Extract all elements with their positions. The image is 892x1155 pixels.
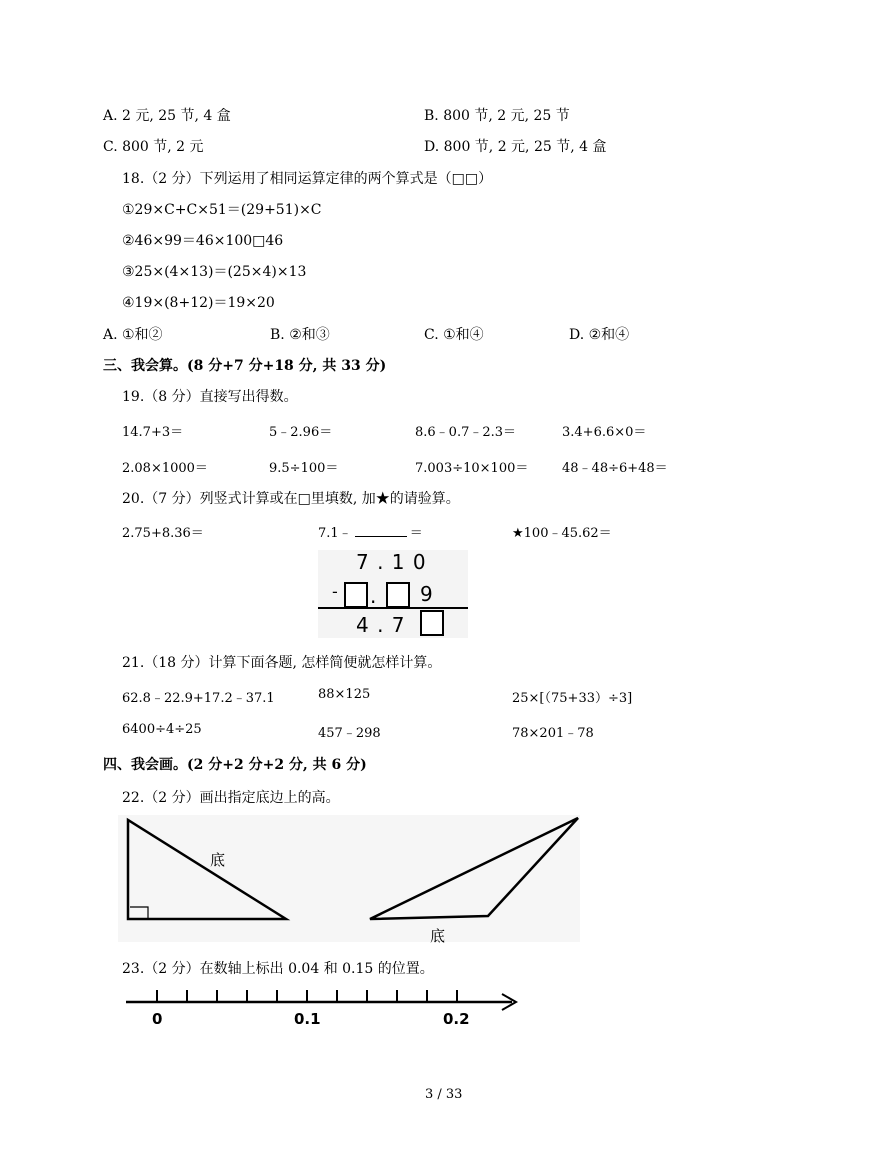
q19-item: 3.4+6.6×0＝ — [562, 425, 647, 440]
q21-item: 62.8﹣22.9+17.2﹣37.1 — [122, 691, 275, 706]
q20-item-2-equals: ＝ — [409, 526, 423, 541]
tick-label-0-2: 0.2 — [443, 1010, 470, 1028]
q20-item-2-expr: 7.1﹣ — [318, 526, 352, 541]
vertical-subtraction-figure — [318, 550, 468, 638]
q18-option-d: D. ②和④ — [569, 327, 630, 343]
digit-nine: 9 — [420, 582, 433, 606]
digit-box[interactable] — [386, 582, 410, 608]
q20-item-3: ★100﹣45.62＝ — [512, 526, 612, 541]
triangles-figure — [118, 815, 580, 945]
triangles-drawing — [118, 815, 580, 942]
q21-item: 78×201﹣78 — [512, 726, 594, 741]
minus-sign: - — [332, 582, 338, 601]
q19-item: 14.7+3＝ — [122, 425, 184, 440]
base-label-2: 底 — [430, 927, 446, 945]
q21-item: 6400÷4÷25 — [122, 722, 202, 737]
vertical-top-number: 7 . 1 0 — [356, 550, 427, 574]
tick-label-0-1: 0.1 — [294, 1010, 321, 1028]
subtraction-line — [318, 607, 468, 609]
q17-option-c: C. 800 节, 2 元 — [103, 139, 204, 155]
q22-stem: 22.（2 分）画出指定底边上的高。 — [122, 790, 340, 806]
page-number: 3 / 33 — [425, 1087, 463, 1102]
decimal-point: . — [370, 584, 377, 608]
vertical-result: 4 . 7 — [356, 613, 406, 637]
q21-item: 25×[（75+33）÷3] — [512, 691, 633, 706]
q21-item: 457﹣298 — [318, 726, 381, 741]
right-triangle — [128, 820, 286, 919]
obtuse-triangle — [370, 818, 578, 919]
section-4-heading: 四、我会画。(2 分+2 分+2 分, 共 6 分) — [103, 757, 367, 773]
q20-item-2 — [318, 522, 423, 541]
q23-stem: 23.（2 分）在数轴上标出 0.04 和 0.15 的位置。 — [122, 961, 434, 977]
tick-label-0: 0 — [152, 1010, 163, 1028]
base-label-1: 底 — [210, 851, 226, 869]
q19-item: 8.6﹣0.7﹣2.3＝ — [415, 425, 517, 440]
q19-item: 2.08×1000＝ — [122, 461, 208, 476]
q18-expr-3: ③25×(4×13)＝(25×4)×13 — [122, 264, 307, 280]
q21-item: 88×125 — [318, 687, 371, 702]
section-3-heading: 三、我会算。(8 分+7 分+18 分, 共 33 分) — [103, 358, 387, 374]
q21-stem: 21.（18 分）计算下面各题, 怎样简便就怎样计算。 — [122, 655, 442, 671]
q18-stem: 18.（2 分）下列运用了相同运算定律的两个算式是（□□） — [122, 171, 493, 187]
q18-expr-1: ①29×C+C×51＝(29+51)×C — [122, 202, 322, 218]
right-angle-mark — [130, 907, 148, 919]
q19-stem: 19.（8 分）直接写出得数。 — [122, 389, 298, 405]
q17-option-a: A. 2 元, 25 节, 4 盒 — [103, 108, 231, 124]
q19-item: 48﹣48÷6+48＝ — [562, 461, 668, 476]
q18-expr-4: ④19×(8+12)＝19×20 — [122, 295, 275, 311]
digit-box[interactable] — [344, 582, 368, 608]
q18-option-a: A. ①和② — [103, 327, 163, 343]
number-line — [120, 982, 525, 1032]
q20-item-1: 2.75+8.36＝ — [122, 526, 204, 541]
digit-box[interactable] — [420, 610, 444, 636]
q18-option-c: C. ①和④ — [424, 327, 484, 343]
answer-blank[interactable] — [355, 524, 407, 537]
q18-expr-2: ②46×99＝46×100□46 — [122, 233, 284, 249]
q20-stem: 20.（7 分）列竖式计算或在□里填数, 加★的请验算。 — [122, 491, 460, 507]
q19-item: 5﹣2.96＝ — [269, 425, 333, 440]
q19-item: 7.003÷10×100＝ — [415, 461, 529, 476]
q19-item: 9.5÷100＝ — [269, 461, 339, 476]
q17-option-d: D. 800 节, 2 元, 25 节, 4 盒 — [424, 139, 607, 155]
q17-option-b: B. 800 节, 2 元, 25 节 — [424, 108, 570, 124]
q18-option-b: B. ②和③ — [270, 327, 330, 343]
